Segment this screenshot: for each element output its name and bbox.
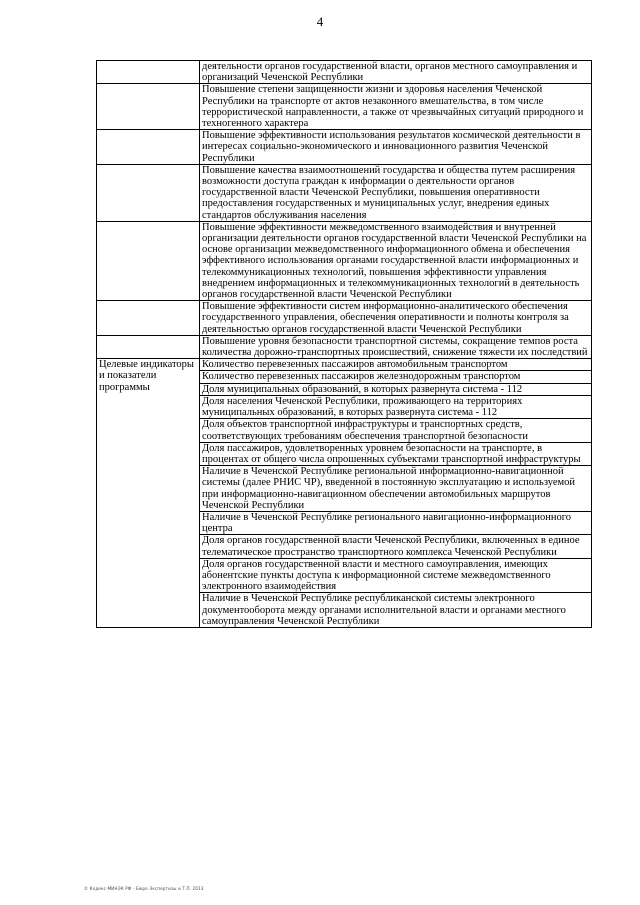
task-cell: Повышение уровня безопасности транспортной системы, сокращение темпов роста количества дорожно-транспортных происшествий, снижение тяжести их последствий	[200, 335, 592, 358]
empty-label-cell	[97, 221, 200, 300]
empty-label-cell	[97, 130, 200, 165]
indicator-cell: Количество перевезенных пассажиров железнодорожным транспортом	[200, 371, 592, 383]
empty-label-cell	[97, 335, 200, 358]
indicator-cell: Доля органов государственной власти и местного самоуправления, имеющих абонентские пункты доступа к информационной системе межведомственного электронного взаимодействия	[200, 558, 592, 593]
task-cell: Повышение степени защищенности жизни и здоровья населения Чеченской Республики на транспорте от актов незаконного вмешательства, в том числе террористической направленности, а также от чрезвычайных ситуаций природного и техногенного характера	[200, 84, 592, 130]
table-row	[97, 61, 592, 84]
program-passport-table	[96, 60, 592, 628]
indicator-cell: Доля органов государственной власти Чеченской Республики, включенных в единое телематическое пространство транспортного комплекса Чеченской Республики	[200, 535, 592, 558]
empty-label-cell	[97, 301, 200, 336]
indicator-cell: Доля пассажиров, удовлетворенных уровнем безопасности на транспорте, в процентах от общего числа опрошенных субъектами транспортной инфраструктуры	[200, 442, 592, 465]
empty-label-cell	[97, 164, 200, 221]
page-number: 4	[316, 14, 324, 29]
table-row	[97, 84, 592, 130]
indicator-cell: Наличие в Чеченской Республике региональной информационно-навигационной системы (далее РНИС ЧР), введенной в постоянную эксплуатацию и используемой при информационно-навигационном обеспечении автомобильных маршрутов Чеченской Республики	[200, 466, 592, 512]
indicator-cell: Доля муниципальных образований, в которых развернута система - 112	[200, 383, 592, 395]
table-row	[97, 130, 592, 165]
indicator-cell: Доля населения Чеченской Республики, проживающего на территориях муниципальных образований, в которых развернута система - 112	[200, 395, 592, 418]
indicator-cell: Наличие в Чеченской Республике регионального навигационно-информационного центра	[200, 511, 592, 534]
indicators-label: Целевые индикаторы и показатели программы	[97, 359, 200, 628]
task-cell: Повышение качества взаимоотношений государства и общества путем расширения возможности доступа граждан к информации о деятельности органов государственной власти Чеченской Республики, повышения оперативности предоставления государственных и муниципальных услуг, внедрения единых стандартов обслуживания населения	[200, 164, 592, 221]
indicator-cell: Количество перевезенных пассажиров автомобильным транспортом	[200, 359, 592, 371]
task-cell: Повышение эффективности межведомственного взаимодействия и внутренней организации деятельности органов государственной власти Чеченской Республики на основе организации межведомственного информационного обмена и обеспечения эффективного использования органами государственной власти информационных и телекоммуникационных технологий, повышения эффективности управления внедрением информационных и телекоммуникационных технологий в деятельность органов государственной власти Чеченской Республики	[200, 221, 592, 300]
indicator-cell: Наличие в Чеченской Республике республиканской системы электронного документооборота между органами исполнительной власти и органами местного самоуправления Чеченской Республики	[200, 593, 592, 628]
task-cell: Повышение эффективности систем информационно-аналитического обеспечения государственного управления, обеспечения оперативности и полноты контроля за деятельностью органов государственной власти Чеченской Республики	[200, 301, 592, 336]
task-cell: Повышение эффективности использования результатов космической деятельности в интересах социально-экономического и инновационного развития Чеченской Республики	[200, 130, 592, 165]
table-row	[97, 164, 592, 221]
table-row	[97, 301, 592, 336]
table-row	[97, 359, 592, 371]
empty-label-cell	[97, 84, 200, 130]
footer-watermark: © Кодекс-МИНЭК РФ - Бюро Экспертизы и Т.П. 2013	[84, 886, 204, 891]
empty-label-cell	[97, 61, 200, 84]
table-row	[97, 221, 592, 300]
indicator-cell: Доля объектов транспортной инфраструктуры и транспортных средств, соответствующих требованиям обеспечения транспортной безопасности	[200, 419, 592, 442]
table-row	[97, 335, 592, 358]
task-cell: деятельности органов государственной власти, органов местного самоуправления и организаций Чеченской Республики	[200, 61, 592, 84]
